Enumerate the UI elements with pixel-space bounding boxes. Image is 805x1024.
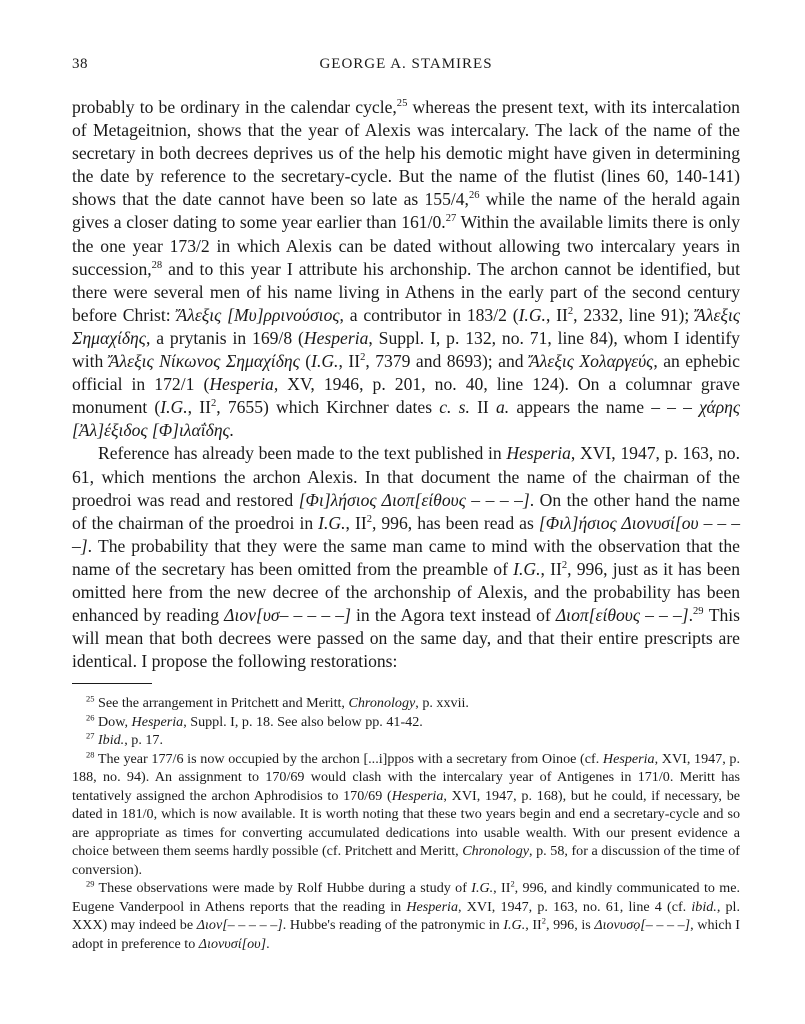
footnote-27	[72, 731, 740, 750]
italic-citation: Hesperia	[131, 713, 184, 730]
text-run: appears the name	[509, 397, 652, 418]
text-run: , 996, is	[545, 917, 595, 934]
text-run: , pl. XXX) may indeed be	[72, 898, 740, 934]
text-run: .	[688, 605, 694, 626]
text-run: in the Agora text instead of	[350, 605, 556, 626]
text-run: , 2332, line 91);	[573, 304, 696, 325]
greek-name: Ἄλεξις Σημαχίδης	[72, 304, 740, 348]
text-run: . Hubbe's reading of the patronymic in	[282, 917, 504, 934]
italic-citation: ibid.	[691, 898, 717, 915]
text-run: . The probability that they were the same man came to mind with the observation that the name of the secretary has been omitted from the preamble of	[72, 535, 740, 579]
text-run: probably to be ordinary in the calendar cycle,	[72, 97, 397, 117]
greek-name: Διονυσί[ου]	[198, 935, 267, 952]
text-run: These observations were made by Rolf Hubbe during a study of	[94, 880, 472, 897]
footnote-ref: 26	[468, 190, 480, 202]
italic-citation: I.G.	[518, 304, 546, 325]
body-text	[72, 96, 740, 673]
text-run: , a prytanis in 169/8 (	[145, 327, 304, 348]
greek-name: Ἄλεξις Νίκωνος Σημαχίδης	[108, 351, 300, 372]
text-run: This will mean that both decrees were passed on the same day, and that their entire prescripts are identical. I propose the following restorations:	[72, 605, 740, 672]
text-run: Dow,	[94, 713, 132, 730]
superscript: 2	[210, 398, 217, 410]
text-run: Within the available limits there is only the one year 173/2 in which Alexis can be dated without allowing two intercalary years in succession,	[72, 212, 740, 279]
text-run: , an ephebic official in 172/1 (	[72, 351, 740, 395]
greek-name: – – – χάρης [Ἀλ]έξιδος [Φ]ιλαΐδης.	[72, 397, 741, 441]
paragraph-1	[72, 96, 740, 442]
greek-name: Διοπ[είθους – – –]	[555, 605, 689, 626]
text-run: , Suppl. I, p. 132, no. 71, line 84), whom I identify with	[72, 327, 740, 372]
footnote-number: 27	[86, 730, 95, 741]
text-run: , 996, just as it has been omitted here from the new decree of the archonship of Alexis, and the probability has been enhanced by reading	[72, 558, 740, 626]
text-run: , XVI, 1947, p. 168), but he could, if necessary, be dated in 181/0, which is now available. It is worth noting that these two years begin and end a secretary-cycle and so are appropriate as times for converting accumulated dedications into usable wealth. With our present evidence a choice between them seems hardly possible (cf. Pritchett and Meritt,	[72, 787, 740, 860]
footnote-28	[72, 750, 740, 880]
text-run: The year 177/6 is now occupied by the archon [...i]ppos with a secretary from Oinoe (cf.	[94, 750, 603, 767]
text-run: (	[299, 351, 312, 372]
page	[72, 56, 740, 953]
italic-citation: Hesperia	[406, 898, 459, 915]
footnote-ref: 29	[693, 606, 704, 618]
italic-citation: Hesperia	[602, 750, 655, 767]
text-run: , 7379 and 8693); and	[365, 351, 530, 372]
text-run: , XV, 1946, p. 201, no. 40, line 124). On a columnar grave monument (	[72, 374, 740, 418]
text-run: , p. 58, for a discussion of the time of conversion).	[72, 843, 740, 878]
italic-citation: Hesperia	[391, 787, 444, 804]
greek-name: [Φιλ]ήσιος Διονυσί[ου – – – –]	[72, 512, 741, 556]
text-run: .	[266, 935, 270, 952]
text-run: , II	[338, 351, 361, 372]
footnote-divider	[72, 683, 152, 684]
text-run: , II	[525, 917, 542, 934]
text-run: , II	[493, 880, 511, 897]
superscript: 2	[366, 513, 372, 525]
text-run: , a contributor in 183/2 (	[339, 304, 519, 325]
italic-citation: I.G.	[471, 880, 494, 897]
italic-citation: I.G.	[311, 351, 339, 372]
text-run: , which I adopt in preference to	[72, 917, 740, 952]
italic-citation: I.G.	[160, 397, 188, 418]
paragraph-2	[72, 442, 740, 673]
text-run: , Suppl. I, p. 18. See also below pp. 41-42.	[183, 713, 423, 730]
footnote-ref: 28	[151, 259, 163, 271]
footnote-number: 25	[86, 693, 95, 704]
text-run: , p. 17.	[124, 732, 163, 749]
text-run: , 996, has been read as	[371, 512, 539, 533]
italic-citation: Chronology	[462, 843, 530, 860]
text-run: and to this year I attribute his archonship. The archon cannot be identified, but there were several men of his name living in Athens in the early part of the second century before Christ:	[72, 258, 740, 325]
text-run: while the name of the herald again gives a closer dating to some year earlier than 161/0.	[72, 189, 740, 233]
italic-citation: Chronology	[348, 695, 416, 712]
text-run: , XVI, 1947, p. 163, no. 61, which mentions the archon Alexis. In that document the name of the chairman of the proedroi was read and restored	[72, 443, 740, 510]
footnote-29	[72, 879, 740, 953]
text-run: , 996, and kindly communicated to me. Eugene Vanderpool in Athens reports that the reading in	[72, 880, 740, 915]
text-run: , II	[345, 512, 367, 533]
text-run: II	[469, 397, 496, 418]
footnotes	[72, 694, 740, 953]
greek-name: Ἄλεξις Χολαργεύς	[529, 351, 654, 372]
italic-citation: Hesperia	[303, 327, 369, 348]
text-run: , II	[540, 558, 562, 579]
footnote-number: 29	[86, 878, 95, 889]
greek-name: Ἄλεξις [Μυ]ρρινούσιος	[176, 304, 340, 325]
italic-citation: I.G.	[513, 558, 541, 579]
text-run: , XVI, 1947, p. 163, no. 61, line 4 (cf.	[458, 898, 692, 915]
greek-name: [Φι]λήσιος Διοπ[είθους – – – –]	[298, 489, 530, 510]
superscript: 2	[541, 915, 546, 926]
text-run: , II	[187, 397, 211, 418]
superscript: 2	[510, 878, 515, 889]
italic-citation: Hesperia	[209, 374, 274, 395]
italic-abbrev: c. s.	[439, 397, 470, 418]
greek-name: Διονυσọ[– – – –]	[594, 917, 691, 934]
italic-citation: I.G.	[318, 512, 346, 533]
italic-abbrev: a.	[495, 397, 510, 418]
italic-citation: Ibid.	[97, 732, 125, 749]
greek-name: Διον[– – – – –]	[196, 917, 283, 934]
footnote-ref: 25	[396, 98, 408, 110]
superscript: 2	[561, 560, 568, 572]
footnote-25	[72, 694, 740, 713]
text-run: whereas the present text, with its intercalation of Metageitnion, shows that the year of Alexis was intercalary. The lack of the name of the secretary in both decrees deprives us of the help his demotic might have given in determining the date by reference to the secretary-cycle. But the name of the flutist (lines 60, 140-141) shows that the date cannot have been so late as 155/4,	[72, 97, 740, 210]
text-run: , p. xxvii.	[415, 695, 469, 712]
footnote-number: 28	[86, 749, 95, 760]
text-run: , 7655) which Kirchner dates	[216, 397, 440, 418]
page-header	[72, 56, 740, 80]
text-run: Reference has already been made to the text published in	[98, 443, 507, 464]
italic-citation: Hesperia	[506, 443, 571, 464]
italic-citation: I.G.	[503, 917, 526, 934]
footnote-ref: 27	[445, 213, 457, 225]
text-run: See the arrangement in Pritchett and Meritt,	[94, 695, 349, 712]
greek-name: Διον[υσ– – – – –]	[224, 605, 351, 626]
footnote-number: 26	[86, 712, 95, 723]
page-number: 38	[72, 56, 88, 72]
text-run: . On the other hand the name of the chairman of the proedroi in	[72, 489, 740, 533]
running-head: GEORGE A. STAMIRES	[319, 56, 493, 72]
text-run: , II	[545, 304, 568, 325]
footnote-26	[72, 713, 740, 732]
superscript: 2	[567, 305, 574, 317]
text-run: , XVI, 1947, p. 188, no. 94). An assignment to 170/69 would clash with the intercalary year of Antigenes in 171/0. Meritt has tentatively assigned the archon Aphrodisios to 170/69 (	[72, 750, 740, 804]
superscript: 2	[360, 352, 366, 364]
